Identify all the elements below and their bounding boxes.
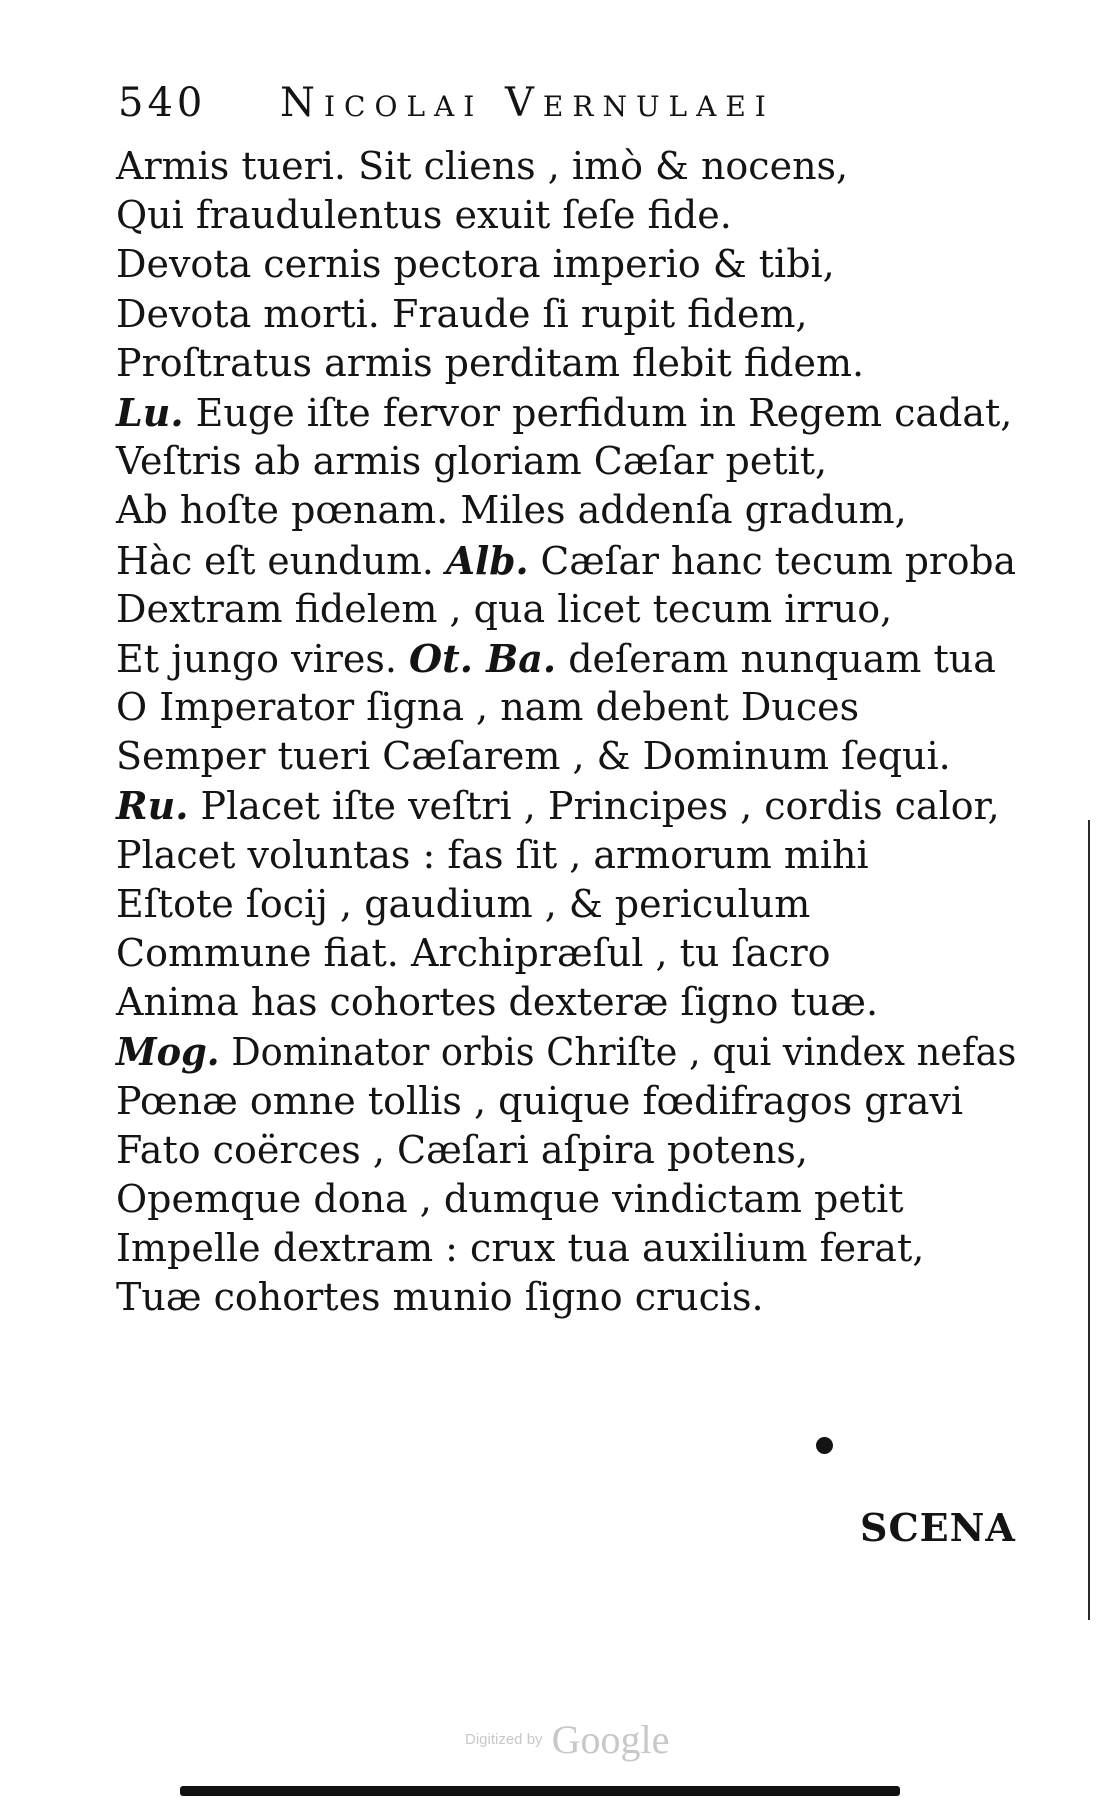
verse-text: Devota cernis pectora imperio & tibi, <box>116 242 835 287</box>
google-logo: Google <box>551 1717 670 1762</box>
verse-line <box>116 536 1016 585</box>
running-title: Nicolai Vernulaei <box>280 80 775 126</box>
verse-line <box>116 339 1016 388</box>
verse-line <box>116 831 1016 880</box>
verse-text: Placet iſte veſtri , Principes , cordis calor, <box>188 784 1000 829</box>
verse-line <box>116 1224 1016 1273</box>
verse-line <box>116 486 1016 535</box>
verse-text: Opemque dona , dumque vindictam petit <box>116 1176 904 1221</box>
verse-line <box>116 585 1016 634</box>
verse-text: Euge iſte fervor perfidum in Regem cadat, <box>183 390 1013 435</box>
verse-block <box>116 142 1016 1323</box>
verse-text: O Imperator ſigna , nam debent Duces <box>116 685 860 730</box>
verse-text: Pœnæ omne tollis , quique fœdifragos gravi <box>116 1078 964 1123</box>
verse-line <box>116 142 1016 191</box>
verse-line <box>116 290 1016 339</box>
verse-text: Dextram fidelem , qua licet tecum irruo, <box>116 586 893 631</box>
verse-line <box>116 191 1016 240</box>
verse-line <box>116 240 1016 289</box>
verse-line <box>116 437 1016 486</box>
verse-text: Hàc eſt eundum. <box>116 538 446 583</box>
verse-line <box>116 781 1016 830</box>
verse-text: Commune fiat. Archipræſul , tu ſacro <box>116 931 831 975</box>
verse-text: Ab hoſte pœnam. Miles addenſa gradum, <box>116 488 907 533</box>
verse-line <box>116 1077 1016 1126</box>
watermark-prefix: Digitized by <box>465 1731 543 1748</box>
printer-mark <box>816 1437 833 1454</box>
verse-text: Anima has cohortes dexteræ ſigno tuæ. <box>116 980 879 1025</box>
verse-text: Qui fraudulentus exuit ſeſe fide. <box>116 193 732 238</box>
verse-text: Devota morti. Fraude ſi rupit fidem, <box>116 291 808 336</box>
verse-text: Impelle dextram : crux tua auxilium ferat, <box>116 1226 925 1271</box>
catchword: SCENA <box>860 1505 1016 1550</box>
verse-text: Placet voluntas : fas ſit , armorum mihi <box>116 832 869 877</box>
page-number: 540 <box>118 80 207 126</box>
verse-line <box>116 634 1016 683</box>
verse-line <box>116 978 1016 1027</box>
verse-line <box>116 1175 1016 1224</box>
verse-text: Dominator orbis Chriſte , qui vindex nefas <box>219 1030 1017 1075</box>
verse-text: Cæſar hanc tecum proba <box>528 538 1016 583</box>
verse-text: Armis tueri. Sit cliens , imò & nocens, <box>116 144 849 188</box>
verse-line <box>116 929 1016 978</box>
verse-text: Fato coërces , Cæſari aſpira potens, <box>116 1127 809 1172</box>
speaker-label: Mog. <box>116 1029 220 1075</box>
verse-text: deſeram nunquam tua <box>556 636 996 681</box>
verse-line <box>116 1027 1017 1076</box>
verse-line <box>116 732 1016 781</box>
verse-line <box>116 880 1016 929</box>
speaker-label: Lu. <box>116 389 184 435</box>
verse-text: Eſtote ſocij , gaudium , & periculum <box>116 881 811 926</box>
verse-text: Semper tueri Cæſarem , & Dominum ſequi. <box>116 734 951 779</box>
verse-text: Proſtratus armis perditam flebit fidem. <box>116 340 865 385</box>
speaker-label: Ot. Ba. <box>409 635 557 681</box>
scan-edge-shadow <box>180 1786 900 1796</box>
digitization-watermark <box>465 1716 669 1766</box>
speaker-label: Alb. <box>445 537 529 583</box>
verse-text: Tuæ cohortes munio ſigno crucis. <box>116 1275 764 1320</box>
verse-line <box>116 683 1016 732</box>
running-head <box>118 80 878 132</box>
verse-line <box>116 1273 1016 1322</box>
verse-line <box>116 388 1016 437</box>
page-edge <box>1088 820 1096 1620</box>
verse-text: Et jungo vires. <box>116 636 410 681</box>
verse-text: Veſtris ab armis gloriam Cæſar petit, <box>116 439 828 484</box>
speaker-label: Ru. <box>116 783 189 829</box>
verse-line <box>116 1126 1016 1175</box>
